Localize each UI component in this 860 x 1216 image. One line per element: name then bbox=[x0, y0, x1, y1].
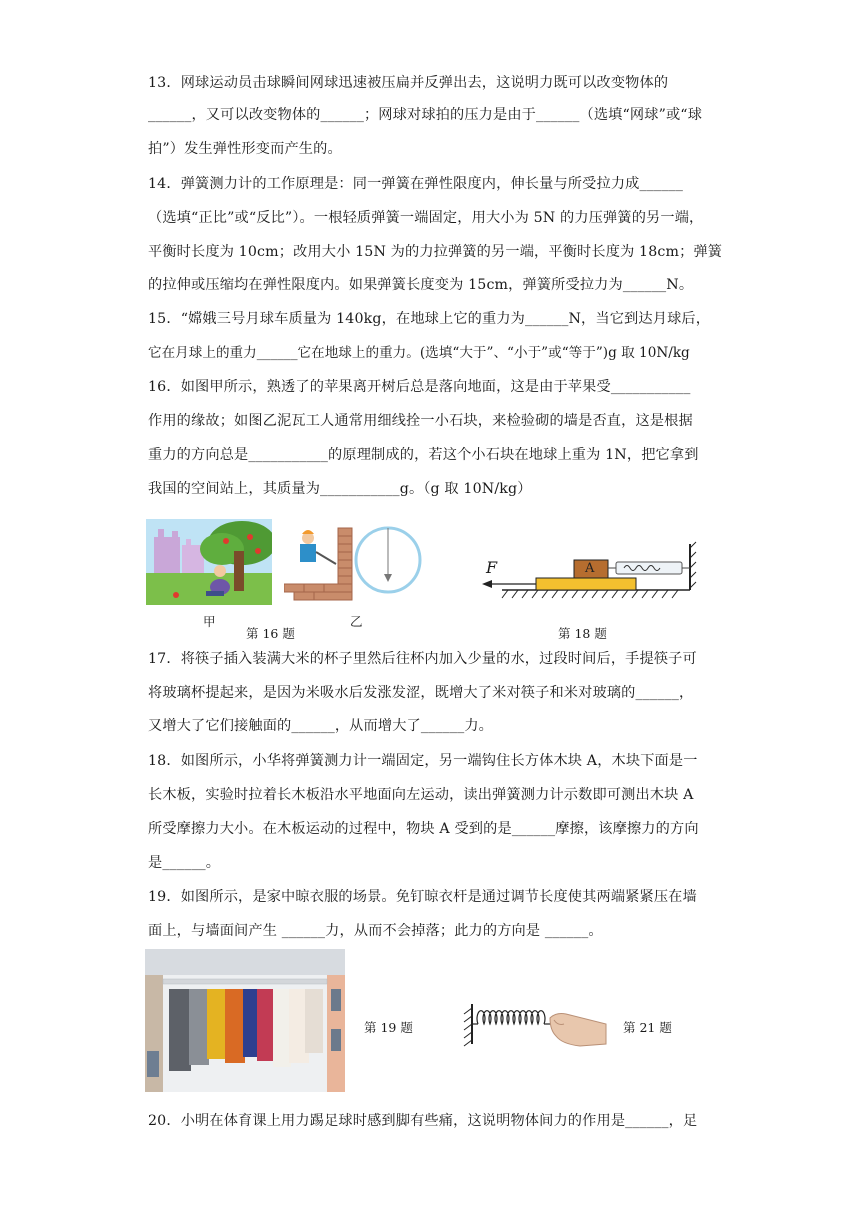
q18-line-3: 所受摩擦力大小。在木板运动的过程中，物块 A 受到的是______摩擦，该摩擦力的方向 bbox=[148, 821, 699, 837]
q17-line-1: 17．将筷子插入装满大米的杯子里然后往杯内加入少量的水，过段时间后，手提筷子可 bbox=[148, 651, 697, 667]
q13-line-2: ______，又可以改变物体的______；网球对球拍的压力是由于______（选填“网球”或“球 bbox=[148, 107, 703, 123]
figure-19-caption: 第 19 题 bbox=[364, 1020, 413, 1035]
figure-21-spring-hand bbox=[460, 994, 610, 1058]
q19-line-1: 19．如图所示，是家中晾衣服的场景。免钉晾衣杆是通过调节长度使其两端紧紧压在墙 bbox=[148, 889, 697, 905]
q13-line-1: 13．网球运动员击球瞬间网球迅速被压扁并反弹出去，这说明力既可以改变物体的 bbox=[148, 75, 669, 91]
q16-line-1: 16．如图甲所示，熟透了的苹果离开树后总是落向地面，这是由于苹果受___________ bbox=[148, 379, 691, 395]
q14-line-4: 的拉伸或压缩均在弹性限度内。如果弹簧长度变为 15cm，弹簧所受拉力为______N。 bbox=[148, 277, 694, 293]
q17-line-3: 又增大了它们接触面的______，从而增大了______力。 bbox=[148, 718, 494, 734]
q14-line-1: 14．弹簧测力计的工作原理是：同一弹簧在弹性限度内，伸长量与所受拉力成______ bbox=[148, 176, 683, 192]
figure-18-friction-setup bbox=[478, 540, 700, 604]
q14-line-2: （选填“正比”或“反比”）。一根轻质弹簧一端固定，用大小为 5N 的力压弹簧的另一端， bbox=[148, 210, 704, 226]
q16-line-2: 作用的缘故；如图乙泥瓦工人通常用细线拴一小石块，来检验砌的墙是否直，这是根据 bbox=[148, 413, 693, 429]
q15-line-1: 15．“嫦娥三号月球车质量为 140kg，在地球上它的重力为______N，当它到达月球后， bbox=[148, 311, 711, 327]
q19-line-2: 面上，与墙面间产生 ______力，从而不会掉落；此力的方向是 ______。 bbox=[148, 923, 603, 939]
q16-line-3: 重力的方向总是___________的原理制成的，若这个小石块在地球上重为 1N，把它拿到 bbox=[148, 447, 699, 463]
figure-16-plumb-line bbox=[284, 522, 422, 606]
q20-line-1: 20．小明在体育课上用力踢足球时感到脚有些痛，这说明物体间力的作用是______，足 bbox=[148, 1113, 698, 1129]
figure-16-label-jia: 甲 bbox=[203, 614, 216, 629]
figure-18-force-label: F bbox=[486, 558, 498, 577]
figure-18-block-label: A bbox=[585, 561, 595, 576]
figure-21-caption: 第 21 题 bbox=[623, 1020, 672, 1035]
q13-line-3: 拍”）发生弹性形变而产生的。 bbox=[148, 141, 342, 157]
q17-line-2: 将玻璃杯提起来，是因为米吸水后发涨发涩，既增大了米对筷子和米对玻璃的______， bbox=[148, 685, 694, 701]
figure-18-caption: 第 18 题 bbox=[558, 626, 607, 641]
q16-line-4: 我国的空间站上，其质量为___________g。（g 取 10N/kg） bbox=[148, 481, 532, 497]
q15-line-2: 它在月球上的重力______它在地球上的重力。(选填“大于”、“小于”或“等于”)g 取 10N/kg bbox=[148, 345, 690, 361]
q14-line-3: 平衡时长度为 10cm；改用大小 15N 为的力拉弹簧的另一端，平衡时长度为 18cm；弹簧 bbox=[148, 244, 723, 260]
q18-line-4: 是______。 bbox=[148, 855, 221, 871]
q18-line-2: 长木板，实验时拉着长木板沿水平地面向左运动，读出弹簧测力计示数即可测出木块 A bbox=[148, 787, 694, 803]
figure-16-label-yi: 乙 bbox=[350, 614, 363, 629]
q18-line-1: 18．如图所示，小华将弹簧测力计一端固定，另一端钩住长方体木块 A，木块下面是一 bbox=[148, 753, 698, 769]
figure-19-clothes-rod bbox=[145, 949, 345, 1092]
figure-16-apple-tree bbox=[146, 519, 272, 605]
figure-16-caption: 第 16 题 bbox=[246, 626, 295, 641]
